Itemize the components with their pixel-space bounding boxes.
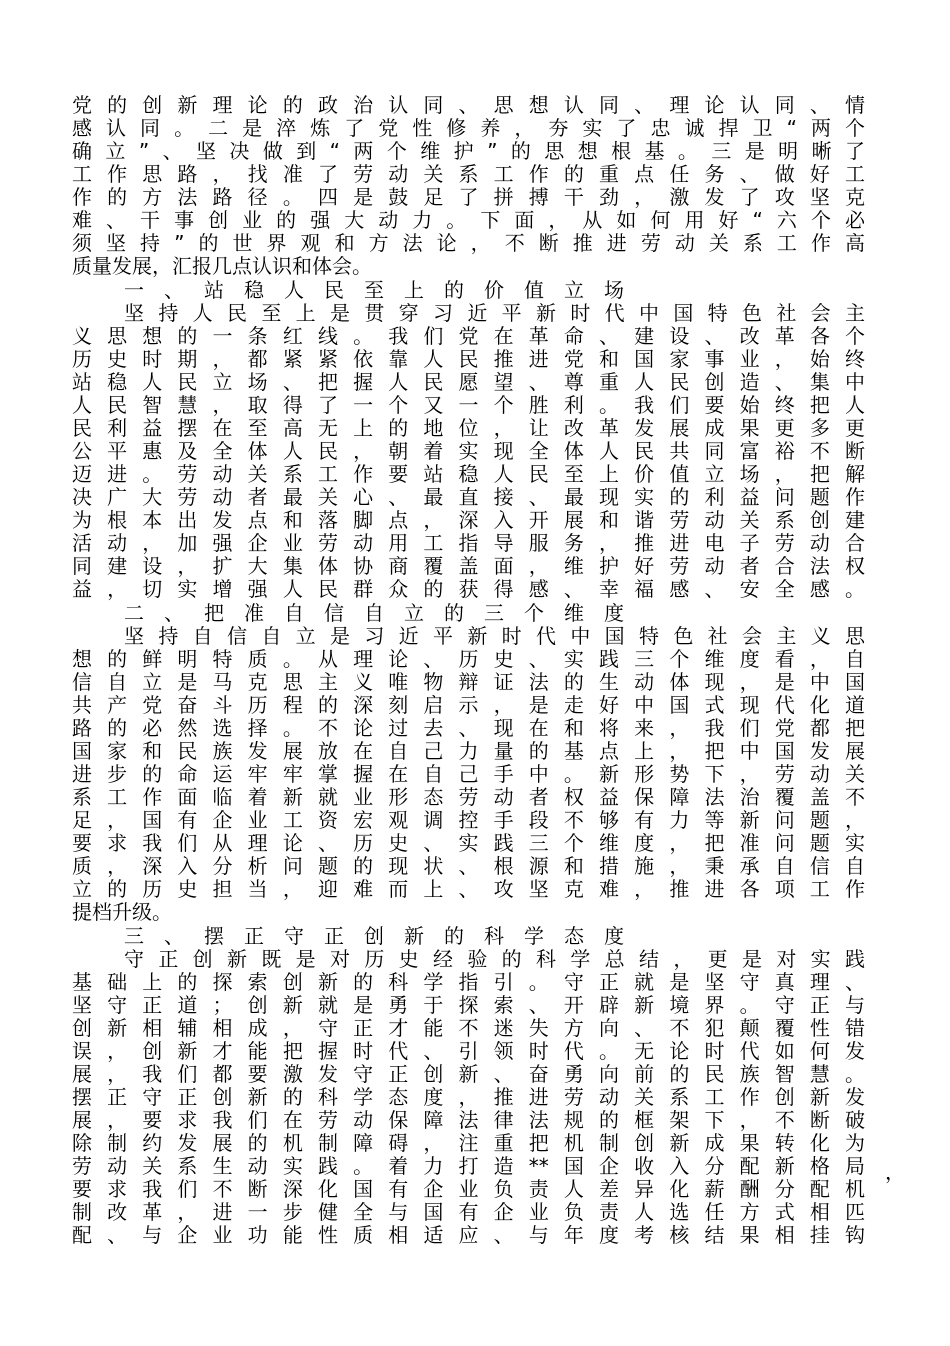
- section-heading-2: 二、把准自信自立的三个维度: [124, 601, 624, 625]
- text-line: 历史时期，都紧紧依靠人民推进党和国家事业，始终: [72, 347, 865, 371]
- text-line: 创新相辅相成，守正才能不迷失方向、不犯颠覆性错: [72, 1016, 865, 1040]
- text-line: 质量发展，汇报几点认识和体会。: [72, 254, 372, 278]
- text-line: 站稳人民立场、把握人民愿望、尊重人民创造、集中: [72, 370, 865, 394]
- text-line: 坚持人民至上是贯穿习近平新时代中国特色社会主: [124, 301, 865, 325]
- text-line: 决广大劳动者最关心、最直接、最现实的利益问题作: [72, 485, 865, 509]
- text-line: 配、与企业功能性质相适应、与年度考核结果相挂钩: [72, 1223, 865, 1247]
- text-line: 进步的命运牢牢掌握在自己手中。新形势下，劳动关: [72, 762, 865, 786]
- text-line: 足，国有企业工资宏观调控手段不够有力等新问题，: [72, 808, 865, 832]
- text-line: 人民智慧，取得了一个又一个胜利。我们要始终把人: [72, 393, 865, 417]
- text-line: 系工作面临着新就业形态劳动者权益保障法治覆盖不: [72, 785, 865, 809]
- text-line: 坚持自信自立是习近平新时代中国特色社会主义思: [124, 624, 865, 648]
- text-line: 劳动关系生动实践。着力打造**国企收入分配新格局: [72, 1154, 865, 1178]
- text-line: 制改革，进一步健全与国有企业负责人选任方式相匹: [72, 1200, 865, 1224]
- section-heading-1: 一、站稳人民至上的价值立场: [124, 278, 624, 302]
- text-line: 党的创新理论的政治认同、思想认同、理论认同、情: [72, 93, 865, 117]
- text-line: 同建设，扩大集体协商覆盖面，维护好劳动者合法权: [72, 554, 865, 578]
- text-line: 想的鲜明特质。从理论、历史、实践三个维度看，自: [72, 647, 865, 671]
- text-line: 除制约发展的机制障碍，注重把机制创新成果转化为: [72, 1131, 865, 1155]
- text-line: 国家和民族发展放在自己力量的基点上，把中国发展: [72, 739, 865, 763]
- text-line: 工作思路，找准了劳动关系工作的重点任务、做好工: [72, 162, 865, 186]
- text-line: 路的必然选择。不论过去、现在和将来，我们党都把: [72, 716, 865, 740]
- overflow-comma: ，: [885, 1160, 905, 1184]
- text-line: 摆正守正创新的科学态度，推进劳动关系工作创新发: [72, 1085, 865, 1109]
- text-line: 难、干事创业的强大动力。下面，从如何用好“六个必: [72, 208, 865, 232]
- text-line: 为根本出发点和落脚点，深入开展和谐劳动关系创建: [72, 508, 865, 532]
- text-line: 展，我们都要激发守正创新、奋勇向前的民族智慧。: [72, 1062, 865, 1086]
- section-heading-3: 三、摆正守正创新的科学态度: [124, 924, 624, 948]
- text-line: 迈进。劳动关系工作要站稳人民至上价值立场，把解: [72, 462, 865, 486]
- text-line: 须坚持”的世界观和方法论，不断推进劳动关系工作高: [72, 231, 865, 255]
- text-line: 守正创新既是对历史经验的科学总结，更是对实践: [124, 947, 865, 971]
- text-line: 民利益摆在至高无上的地位，让改革发展成果更多更: [72, 416, 865, 440]
- text-line: 立的历史担当，迎难而上、攻坚克难，推进各项工作: [72, 877, 865, 901]
- text-line: 基础上的探索创新的科学指引。守正就是坚守真理、: [72, 970, 865, 994]
- text-line: 益，切实增强人民群众的获得感、幸福感、安全感。: [72, 577, 865, 601]
- text-line: 确立”、坚决做到“两个维护”的思想根基。三是明晰了: [72, 139, 865, 163]
- text-line: 提档升级。: [72, 900, 172, 924]
- text-line: 要求我们从理论、历史、实践三个维度，把准问题实: [72, 831, 865, 855]
- text-line: 感认同。二是淬炼了党性修养，夯实了忠诚捍卫“两个: [72, 116, 865, 140]
- text-line: 坚守正道；创新就是勇于探索、开辟新境界。守正与: [72, 993, 865, 1017]
- text-line: 活动，加强企业劳动用工指导服务，推进电子劳动合: [72, 531, 865, 555]
- text-line: 要求我们不断深化国有企业负责人差异化薪酬分配机: [72, 1177, 865, 1201]
- text-line: 质，深入分析问题的现状、根源和措施，秉承自信自: [72, 854, 865, 878]
- text-line: 公平惠及全体人民，朝着实现全体人民共同富裕不断: [72, 439, 865, 463]
- text-line: 误，创新才能把握时代、引领时代。无论时代如何发: [72, 1039, 865, 1063]
- text-line: 信自立是马克思主义唯物辩证法的生动体现，是中国: [72, 670, 865, 694]
- text-line: 共产党奋斗历程的深刻启示，是走好中国式现代化道: [72, 693, 865, 717]
- text-line: 义思想的一条红线。我们党在革命、建设、改革各个: [72, 324, 865, 348]
- text-line: 展，要求我们在劳动保障法律法规的框架下，不断破: [72, 1108, 865, 1132]
- text-line: 作的方法路径。四是鼓足了拼搏干劲，激发了攻坚克: [72, 185, 865, 209]
